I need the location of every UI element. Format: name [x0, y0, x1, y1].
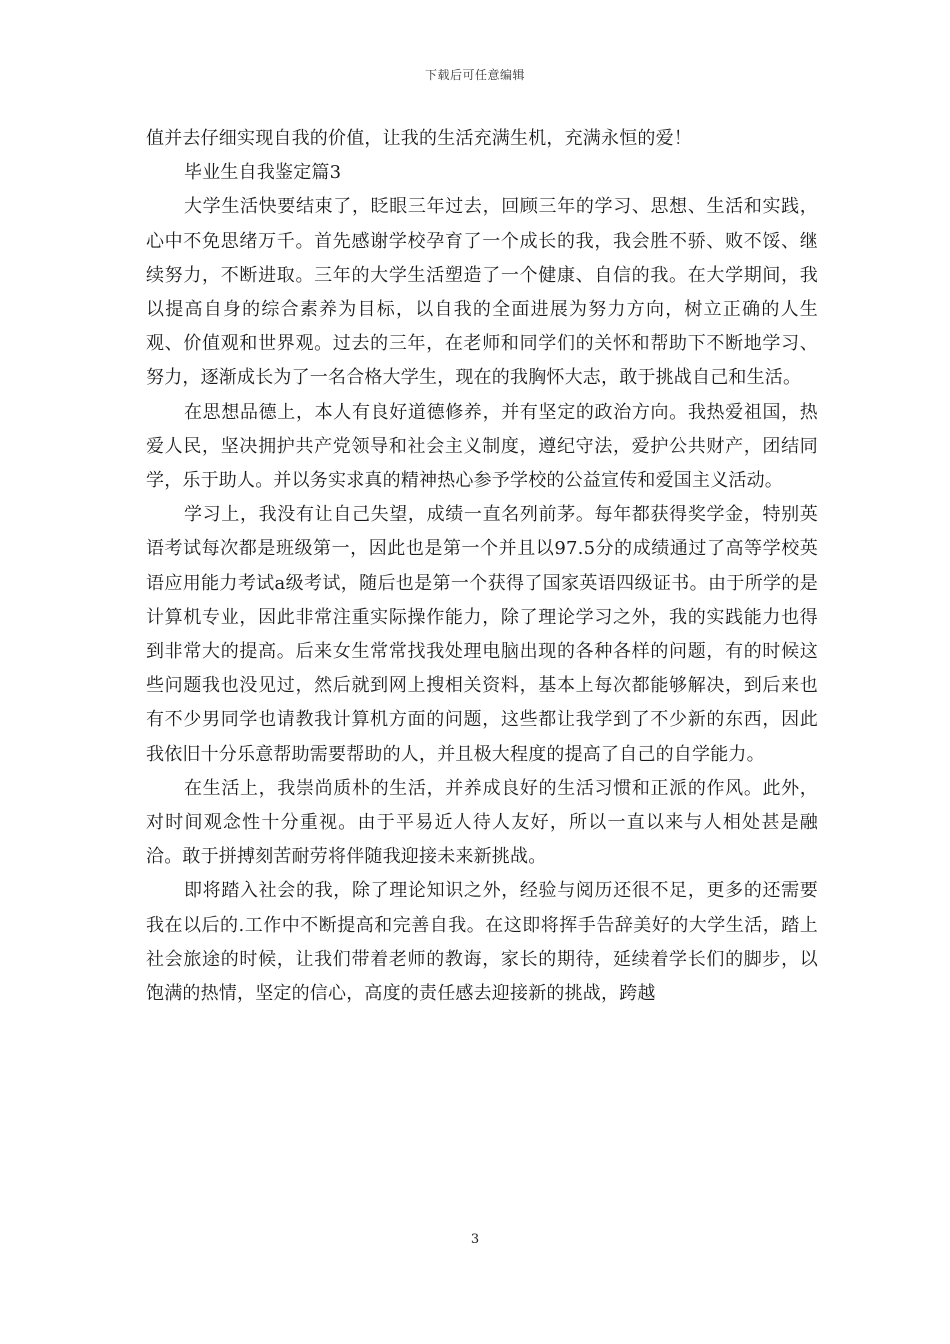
paragraph-life: 在生活上，我崇尚质朴的生活，并养成良好的生活习惯和正派的作风。此外，对时间观念性十分重视。由于平易近人待人友好，所以一直以来与人相处甚是融洽。敢于拼搏刻苦耐劳将伴随我迎接未来新挑战。 — [146, 777, 818, 868]
paragraph-continuation: 值并去仔细实现自我的价值，让我的生活充满生机，充满永恒的爱！ — [146, 128, 692, 149]
page-header: 下载后可任意编辑 — [424, 68, 525, 82]
paragraph-future: 即将踏入社会的我，除了理论知识之外，经验与阅历还很不足，更多的还需要我在以后的.工作中不断提高和完善自我。在这即将挥手告辞美好的大学生活，踏上社会旅途的时候，让我们带着老师的教诲，家长的期待，延续着学长们的脚步，以饱满的热情，坚定的信心，高度的责任感去迎接新的挑战，跨越 — [146, 880, 818, 1005]
section-heading: 毕业生自我鉴定篇3 — [184, 162, 342, 184]
paragraph-ideology: 在思想品德上，本人有良好道德修养，并有坚定的政治方向。我热爱祖国，热爱人民，坚决拥护共产党领导和社会主义制度，遵纪守法，爱护公共财产，团结同学，乐于助人。并以务实求真的精神热心参予学校的公益宣传和爱国主义活动。 — [146, 401, 818, 492]
document-body — [146, 122, 818, 1011]
page-number: 3 — [470, 1232, 480, 1247]
paragraph-study: 学习上，我没有让自己失望，成绩一直名列前茅。每年都获得奖学金，特别英语考试每次都是班级第一，因此也是第一个并且以97.5分的成绩通过了高等学校英语应用能力考试a级考试，随后也是第一个获得了国家英语四级证书。由于所学的是计算机专业，因此非常注重实际操作能力，除了理论学习之外，我的实践能力也得到非常大的提高。后来女生常常找我处理电脑出现的各种各样的问题，有的时候这些问题我也没见过，然后就到网上搜相关资料，基本上每次都能够解决，到后来也有不少男同学也请教我计算机方面的问题，这些都让我学到了不少新的东西，因此我依旧十分乐意帮助需要帮助的人，并且极大程度的提高了自己的自学能力。 — [146, 504, 818, 765]
paragraph-intro: 大学生活快要结束了，眨眼三年过去，回顾三年的学习、思想、生活和实践，心中不免思绪万千。首先感谢学校孕育了一个成长的我，我会胜不骄、败不馁、继续努力，不断进取。三年的大学生活塑造了一个健康、自信的我。在大学期间，我以提高自身的综合素养为目标，以自我的全面进展为努力方向，树立正确的人生观、价值观和世界观。过去的三年，在老师和同学们的关怀和帮助下不断地学习、努力，逐渐成长为了一名合格大学生，现在的我胸怀大志，敢于挑战自己和生活。 — [146, 196, 818, 389]
